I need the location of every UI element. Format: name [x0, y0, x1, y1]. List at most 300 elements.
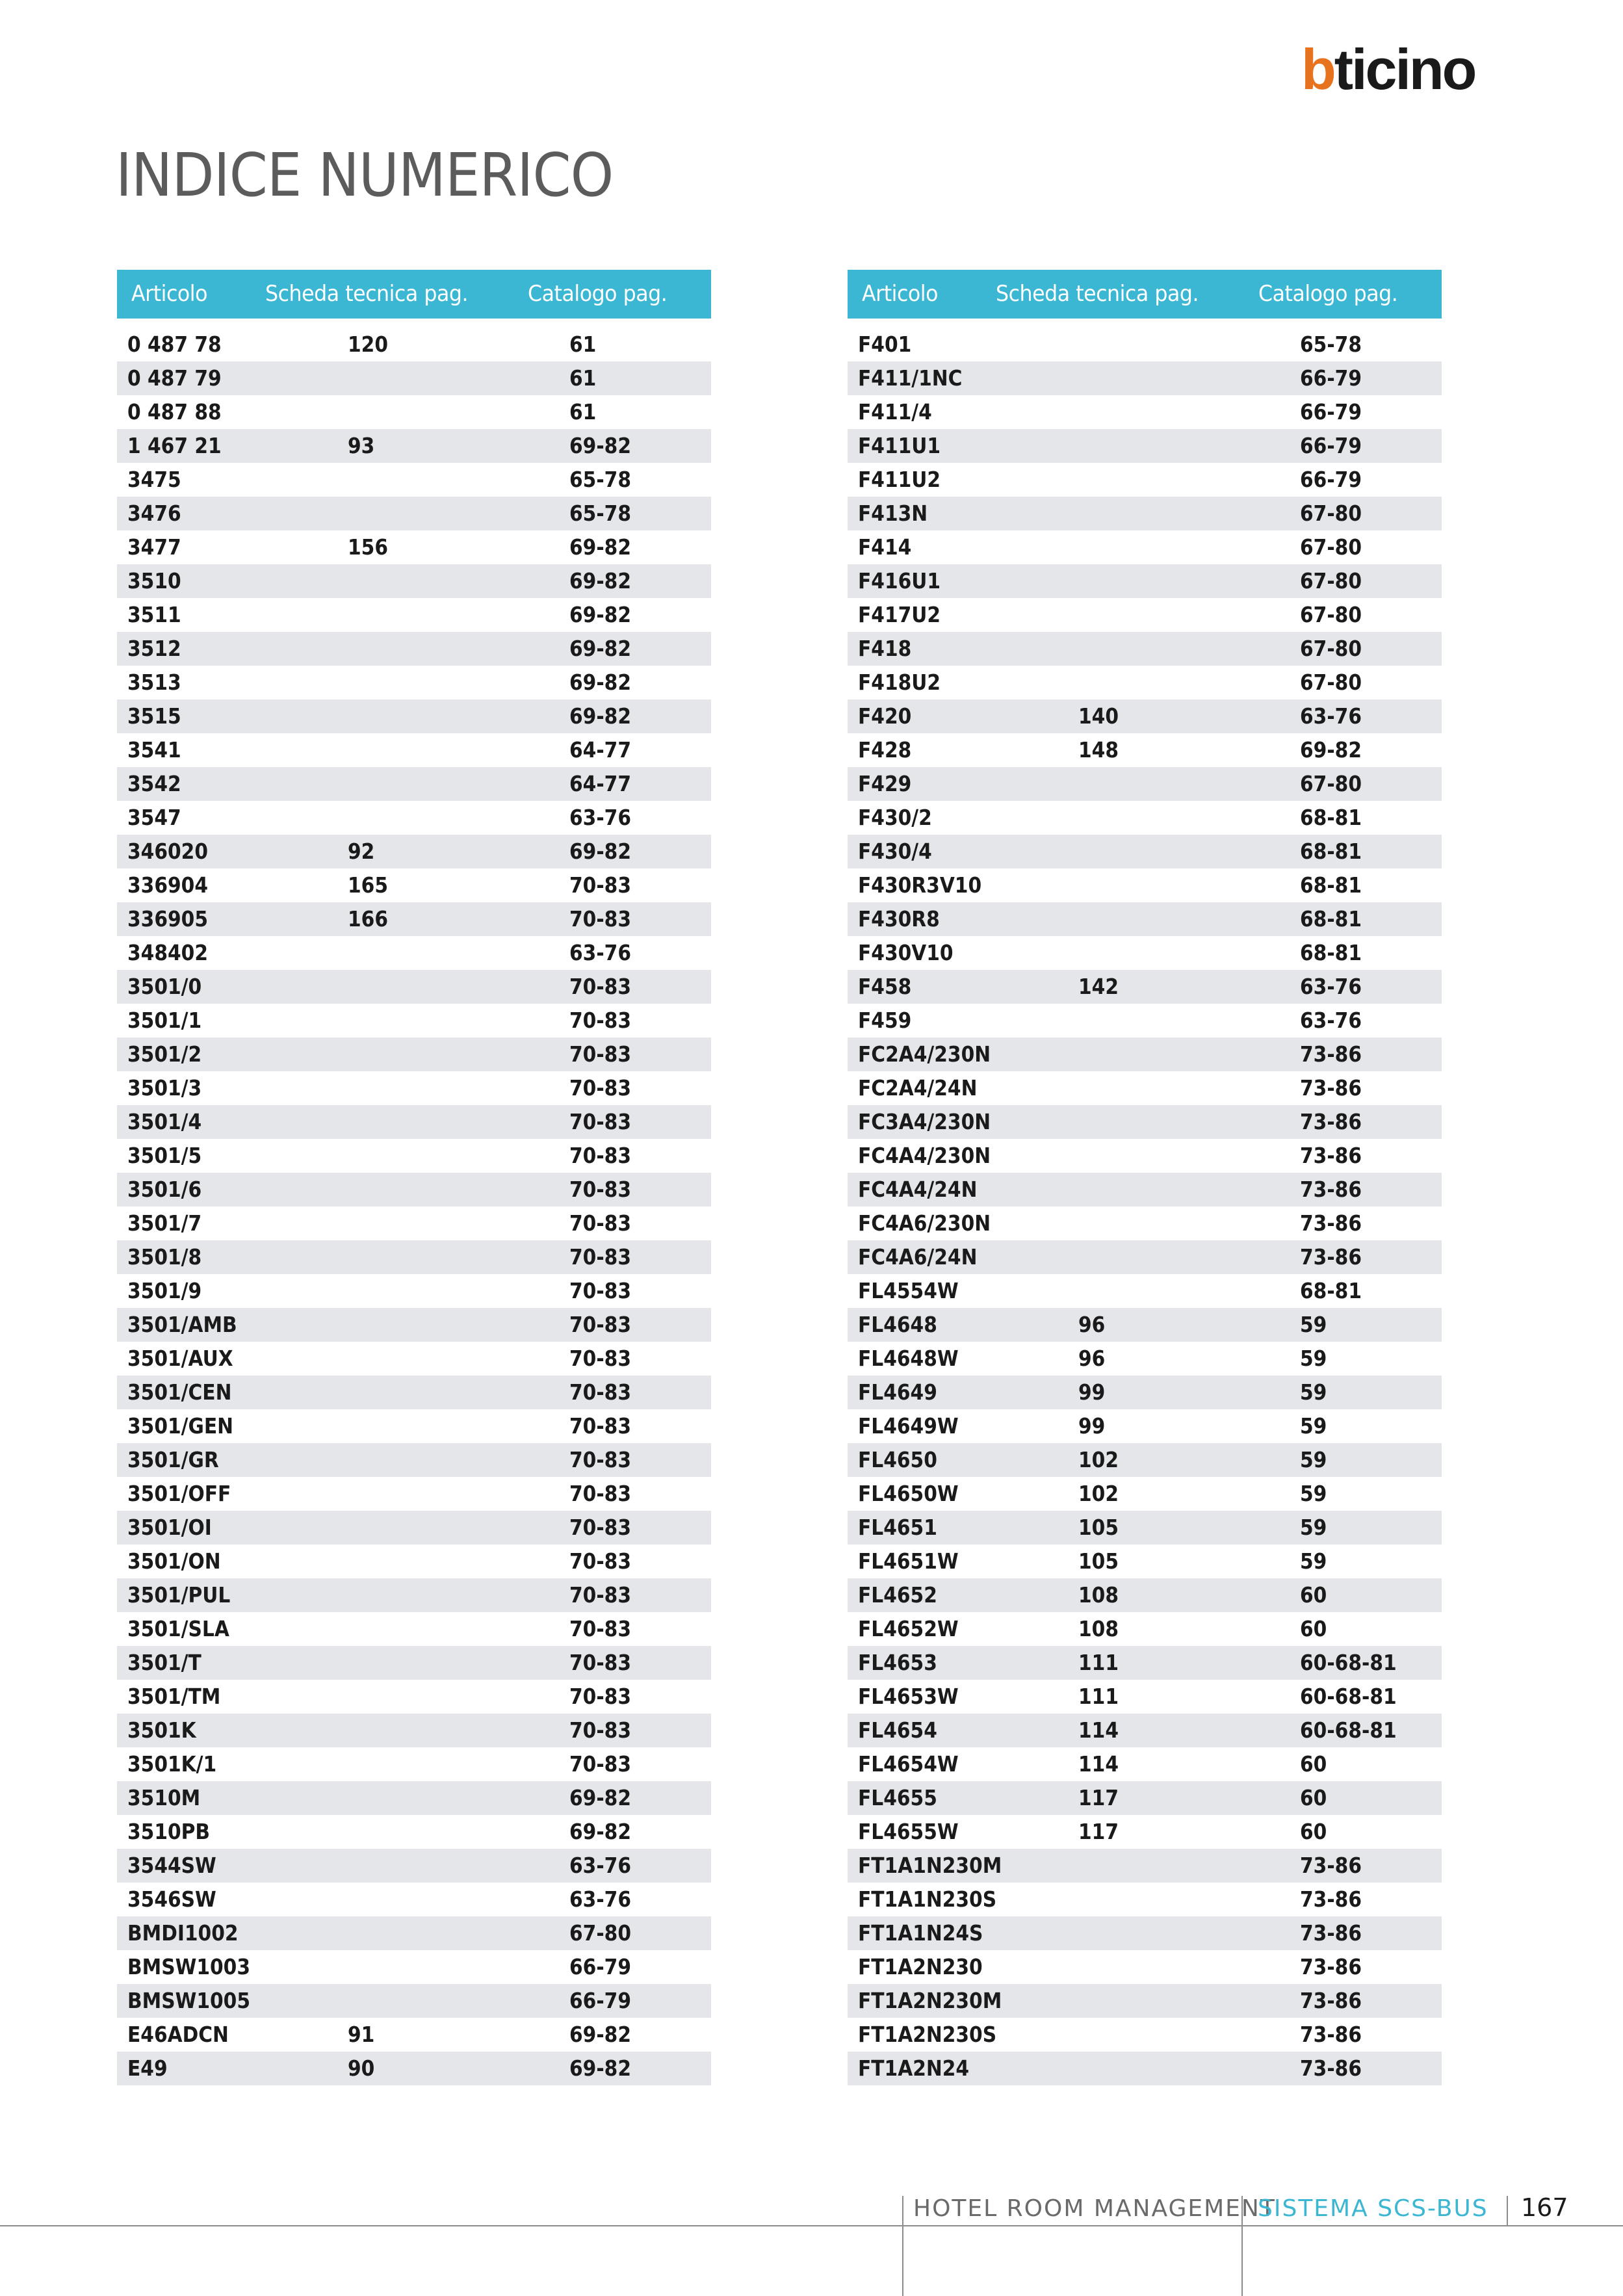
cell-articolo: 3501/OI — [127, 1515, 212, 1540]
cell-catalogo: 61 — [569, 399, 597, 424]
cell-articolo: FT1A2N230S — [858, 2022, 997, 2047]
cell-articolo: 3501/5 — [127, 1143, 202, 1168]
cell-articolo: 3501/9 — [127, 1278, 202, 1303]
cell-scheda: 142 — [1078, 974, 1119, 999]
cell-articolo: 3510 — [127, 568, 181, 594]
cell-articolo: F401 — [858, 332, 912, 357]
cell-articolo: 346020 — [127, 839, 209, 864]
cell-catalogo: 73-86 — [1300, 1075, 1362, 1101]
cell-articolo: 3501/8 — [127, 1244, 202, 1270]
cell-catalogo: 70-83 — [569, 1143, 631, 1168]
cell-catalogo: 69-82 — [569, 534, 631, 560]
cell-catalogo: 67-80 — [1300, 636, 1362, 661]
table-row — [117, 1173, 711, 1207]
cell-catalogo: 67-80 — [1300, 670, 1362, 695]
table-row — [848, 1511, 1442, 1545]
cell-articolo: 3501/T — [127, 1650, 201, 1675]
table-row — [117, 1916, 711, 1950]
cell-catalogo: 69-82 — [569, 670, 631, 695]
cell-catalogo: 59 — [1300, 1447, 1327, 1472]
table-row — [848, 530, 1442, 564]
cell-catalogo: 59 — [1300, 1548, 1327, 1574]
cell-catalogo: 69-82 — [569, 636, 631, 661]
cell-articolo: 348402 — [127, 940, 209, 965]
cell-catalogo: 73-86 — [1300, 1954, 1362, 1979]
cell-articolo: FC3A4/230N — [858, 1109, 991, 1134]
table-row — [117, 767, 711, 801]
table-row — [848, 632, 1442, 666]
cell-articolo: FT1A1N230S — [858, 1886, 997, 1912]
table-row — [117, 1004, 711, 1037]
cell-scheda: 140 — [1078, 703, 1119, 729]
cell-articolo: FL4649W — [858, 1413, 959, 1439]
header-articolo: Articolo — [862, 281, 938, 307]
cell-articolo: BMSW1003 — [127, 1954, 251, 1979]
header-catalogo: Catalogo pag. — [1258, 281, 1398, 307]
table-row — [117, 1409, 711, 1443]
table-row — [117, 1646, 711, 1680]
cell-articolo: 3511 — [127, 602, 181, 627]
cell-catalogo: 70-83 — [569, 1244, 631, 1270]
cell-articolo: 3475 — [127, 467, 181, 492]
cell-catalogo: 61 — [569, 332, 597, 357]
cell-articolo: BMDI1002 — [127, 1920, 239, 1946]
cell-catalogo: 70-83 — [569, 1413, 631, 1439]
table-row — [848, 1747, 1442, 1781]
cell-catalogo: 70-83 — [569, 1447, 631, 1472]
table-row — [117, 530, 711, 564]
cell-articolo: F411U2 — [858, 467, 941, 492]
table-row — [848, 1105, 1442, 1139]
table-row — [848, 1308, 1442, 1342]
table-row — [117, 1443, 711, 1477]
cell-articolo: F411U1 — [858, 433, 941, 458]
footer-divider — [0, 2225, 1623, 2226]
cell-catalogo: 73-86 — [1300, 2022, 1362, 2047]
cell-articolo: FL4652W — [858, 1616, 959, 1641]
table-row — [117, 1747, 711, 1781]
table-row — [848, 666, 1442, 699]
table-row — [117, 328, 711, 361]
table-row — [848, 936, 1442, 970]
table-row — [848, 1646, 1442, 1680]
cell-catalogo: 70-83 — [569, 1109, 631, 1134]
cell-catalogo: 60 — [1300, 1616, 1327, 1641]
cell-catalogo: 70-83 — [569, 1312, 631, 1337]
cell-catalogo: 73-86 — [1300, 1143, 1362, 1168]
table-row — [117, 835, 711, 868]
cell-articolo: 3501/GR — [127, 1447, 219, 1472]
table-row — [848, 1173, 1442, 1207]
cell-articolo: FL4651 — [858, 1515, 937, 1540]
table-row — [117, 1984, 711, 2018]
cell-catalogo: 70-83 — [569, 1717, 631, 1743]
cell-scheda: 96 — [1078, 1312, 1106, 1337]
table-row — [848, 1139, 1442, 1173]
cell-catalogo: 70-83 — [569, 1278, 631, 1303]
cell-articolo: 3501/4 — [127, 1109, 202, 1134]
cell-catalogo: 70-83 — [569, 1008, 631, 1033]
cell-catalogo: 69-82 — [569, 568, 631, 594]
cell-catalogo: 65-78 — [569, 467, 631, 492]
cell-articolo: 3501/6 — [127, 1177, 202, 1202]
table-row — [848, 1443, 1442, 1477]
cell-articolo: F430/4 — [858, 839, 932, 864]
cell-articolo: F411/1NC — [858, 365, 963, 391]
cell-catalogo: 60-68-81 — [1300, 1717, 1397, 1743]
cell-articolo: 3546SW — [127, 1886, 216, 1912]
cell-scheda: 165 — [348, 872, 389, 898]
cell-articolo: FL4554W — [858, 1278, 959, 1303]
cell-articolo: 3515 — [127, 703, 181, 729]
table-row — [848, 598, 1442, 632]
page-number: 167 — [1521, 2193, 1568, 2222]
cell-catalogo: 64-77 — [569, 771, 631, 796]
cell-catalogo: 59 — [1300, 1379, 1327, 1405]
table-row — [117, 1511, 711, 1545]
cell-catalogo: 73-86 — [1300, 1109, 1362, 1134]
cell-catalogo: 67-80 — [569, 1920, 631, 1946]
table-row — [848, 1477, 1442, 1511]
cell-articolo: F430/2 — [858, 805, 932, 830]
cell-catalogo: 70-83 — [569, 1548, 631, 1574]
table-row — [117, 395, 711, 429]
cell-catalogo: 70-83 — [569, 1650, 631, 1675]
cell-catalogo: 68-81 — [1300, 805, 1362, 830]
table-row — [848, 767, 1442, 801]
cell-articolo: F430V10 — [858, 940, 954, 965]
table-row — [848, 429, 1442, 463]
cell-articolo: F414 — [858, 534, 912, 560]
cell-articolo: FL4648W — [858, 1346, 959, 1371]
table-row — [848, 1781, 1442, 1815]
cell-articolo: 3501/TM — [127, 1684, 221, 1709]
cell-catalogo: 73-86 — [1300, 1886, 1362, 1912]
cell-articolo: 3501/OFF — [127, 1481, 231, 1506]
cell-catalogo: 73-86 — [1300, 1041, 1362, 1067]
table-row — [848, 1714, 1442, 1747]
cell-catalogo: 70-83 — [569, 1041, 631, 1067]
cell-catalogo: 61 — [569, 365, 597, 391]
table-row — [117, 2052, 711, 2085]
table-row — [117, 1849, 711, 1883]
cell-articolo: F459 — [858, 1008, 912, 1033]
cell-articolo: F417U2 — [858, 602, 941, 627]
table-row — [117, 564, 711, 598]
cell-catalogo: 70-83 — [569, 1346, 631, 1371]
table-row — [848, 801, 1442, 835]
table-row — [848, 1037, 1442, 1071]
table-row — [117, 598, 711, 632]
cell-catalogo: 69-82 — [569, 602, 631, 627]
cell-scheda: 91 — [348, 2022, 375, 2047]
cell-catalogo: 70-83 — [569, 1075, 631, 1101]
cell-articolo: FC2A4/24N — [858, 1075, 978, 1101]
table-row — [117, 1037, 711, 1071]
cell-articolo: F430R8 — [858, 906, 940, 932]
cell-articolo: F428 — [858, 737, 912, 763]
table-row — [848, 1376, 1442, 1409]
cell-scheda: 108 — [1078, 1616, 1119, 1641]
cell-articolo: 3513 — [127, 670, 181, 695]
cell-articolo: F458 — [858, 974, 912, 999]
table-header — [848, 270, 1442, 319]
cell-catalogo: 70-83 — [569, 1684, 631, 1709]
cell-catalogo: 63-76 — [569, 1886, 631, 1912]
table-row — [848, 361, 1442, 395]
header-catalogo: Catalogo pag. — [528, 281, 668, 307]
cell-articolo: FL4649 — [858, 1379, 937, 1405]
table-row — [117, 1950, 711, 1984]
cell-articolo: F416U1 — [858, 568, 941, 594]
cell-articolo: 3501/0 — [127, 974, 202, 999]
table-row — [848, 1916, 1442, 1950]
cell-articolo: 3547 — [127, 805, 181, 830]
cell-articolo: FL4650W — [858, 1481, 959, 1506]
cell-catalogo: 69-82 — [569, 1785, 631, 1810]
cell-scheda: 108 — [1078, 1582, 1119, 1608]
cell-articolo: FL4652 — [858, 1582, 937, 1608]
cell-catalogo: 59 — [1300, 1515, 1327, 1540]
cell-articolo: F420 — [858, 703, 912, 729]
cell-articolo: FL4648 — [858, 1312, 937, 1337]
cell-catalogo: 73-86 — [1300, 1988, 1362, 2013]
cell-catalogo: 73-86 — [1300, 1244, 1362, 1270]
table-body — [117, 328, 711, 2085]
cell-catalogo: 68-81 — [1300, 839, 1362, 864]
cell-catalogo: 73-86 — [1300, 1177, 1362, 1202]
table-row — [117, 361, 711, 395]
cell-articolo: FT1A1N230M — [858, 1853, 1002, 1878]
table-row — [117, 902, 711, 936]
header-articolo: Articolo — [131, 281, 207, 307]
table-row — [117, 801, 711, 835]
cell-articolo: FL4655W — [858, 1819, 959, 1844]
cell-scheda: 105 — [1078, 1515, 1119, 1540]
cell-articolo: 3501/AUX — [127, 1346, 233, 1371]
cell-articolo: 3501K/1 — [127, 1751, 217, 1777]
table-row — [117, 497, 711, 530]
cell-catalogo: 73-86 — [1300, 1920, 1362, 1946]
cell-catalogo: 69-82 — [569, 433, 631, 458]
cell-catalogo: 67-80 — [1300, 501, 1362, 526]
cell-catalogo: 67-80 — [1300, 771, 1362, 796]
cell-articolo: 3544SW — [127, 1853, 216, 1878]
table-row — [848, 699, 1442, 733]
table-row — [117, 733, 711, 767]
cell-articolo: 336904 — [127, 872, 209, 898]
cell-scheda: 96 — [1078, 1346, 1106, 1371]
cell-catalogo: 69-82 — [569, 703, 631, 729]
cell-catalogo: 73-86 — [1300, 1210, 1362, 1236]
cell-articolo: FT1A1N24S — [858, 1920, 983, 1946]
cell-catalogo: 63-76 — [1300, 974, 1362, 999]
table-row — [848, 902, 1442, 936]
table-row — [117, 1883, 711, 1916]
cell-articolo: 3501/2 — [127, 1041, 202, 1067]
cell-articolo: F418 — [858, 636, 912, 661]
cell-articolo: FC4A4/230N — [858, 1143, 991, 1168]
index-table-right — [848, 270, 1442, 2085]
table-row — [117, 1342, 711, 1376]
footer-system: SISTEMA SCS-BUS — [1258, 2195, 1488, 2222]
cell-articolo: 3501/GEN — [127, 1413, 234, 1439]
cell-catalogo: 70-83 — [569, 1515, 631, 1540]
cell-scheda: 111 — [1078, 1684, 1119, 1709]
cell-catalogo: 70-83 — [569, 872, 631, 898]
footer-section: HOTEL ROOM MANAGEMENT — [913, 2195, 1276, 2222]
table-row — [117, 1308, 711, 1342]
cell-articolo: 3512 — [127, 636, 181, 661]
table-row — [848, 463, 1442, 497]
cell-articolo: FL4655 — [858, 1785, 937, 1810]
table-row — [117, 2018, 711, 2052]
table-row — [848, 835, 1442, 868]
cell-articolo: F430R3V10 — [858, 872, 982, 898]
cell-scheda: 114 — [1078, 1717, 1119, 1743]
table-row — [117, 1207, 711, 1240]
cell-catalogo: 70-83 — [569, 906, 631, 932]
cell-articolo: BMSW1005 — [127, 1988, 251, 2013]
cell-scheda: 99 — [1078, 1413, 1106, 1439]
page-title: INDICE NUMERICO — [116, 140, 614, 210]
footer-separator — [902, 2196, 903, 2296]
cell-catalogo: 70-83 — [569, 1210, 631, 1236]
cell-catalogo: 60 — [1300, 1751, 1327, 1777]
footer-separator — [1507, 2196, 1508, 2226]
table-row — [117, 1815, 711, 1849]
cell-articolo: 3501/CEN — [127, 1379, 232, 1405]
cell-articolo: 3541 — [127, 737, 181, 763]
cell-catalogo: 67-80 — [1300, 602, 1362, 627]
table-row — [848, 1849, 1442, 1883]
cell-catalogo: 64-77 — [569, 737, 631, 763]
table-row — [117, 1714, 711, 1747]
cell-catalogo: 66-79 — [1300, 467, 1362, 492]
cell-catalogo: 63-76 — [569, 805, 631, 830]
cell-articolo: 3501/SLA — [127, 1616, 229, 1641]
cell-articolo: 3501/PUL — [127, 1582, 231, 1608]
cell-articolo: F429 — [858, 771, 912, 796]
table-row — [848, 1545, 1442, 1578]
cell-catalogo: 68-81 — [1300, 872, 1362, 898]
table-row — [117, 936, 711, 970]
table-row — [117, 699, 711, 733]
cell-articolo: FC4A4/24N — [858, 1177, 978, 1202]
logo-b: b — [1301, 37, 1334, 101]
cell-catalogo: 65-78 — [1300, 332, 1362, 357]
cell-articolo: 0 487 79 — [127, 365, 222, 391]
table-row — [848, 328, 1442, 361]
table-row — [848, 1984, 1442, 2018]
cell-catalogo: 59 — [1300, 1312, 1327, 1337]
table-row — [117, 1781, 711, 1815]
table-row — [848, 1274, 1442, 1308]
table-body — [848, 328, 1442, 2085]
cell-catalogo: 66-79 — [1300, 433, 1362, 458]
table-row — [117, 868, 711, 902]
table-row — [117, 970, 711, 1004]
cell-articolo: 3501/1 — [127, 1008, 202, 1033]
cell-scheda: 117 — [1078, 1785, 1119, 1810]
cell-catalogo: 60 — [1300, 1819, 1327, 1844]
table-row — [117, 1545, 711, 1578]
header-scheda: Scheda tecnica pag. — [996, 281, 1199, 307]
table-row — [117, 1071, 711, 1105]
cell-articolo: FL4654 — [858, 1717, 937, 1743]
cell-catalogo: 70-83 — [569, 1177, 631, 1202]
cell-scheda: 90 — [348, 2055, 375, 2081]
cell-articolo: FC4A6/230N — [858, 1210, 991, 1236]
table-row — [848, 2052, 1442, 2085]
table-row — [848, 1004, 1442, 1037]
cell-articolo: 3501/AMB — [127, 1312, 237, 1337]
cell-scheda: 102 — [1078, 1481, 1119, 1506]
table-row — [117, 666, 711, 699]
table-row — [848, 564, 1442, 598]
cell-scheda: 156 — [348, 534, 389, 560]
table-row — [848, 1207, 1442, 1240]
table-row — [117, 1477, 711, 1511]
cell-scheda: 111 — [1078, 1650, 1119, 1675]
table-row — [848, 2018, 1442, 2052]
table-row — [117, 1376, 711, 1409]
cell-articolo: 3510PB — [127, 1819, 211, 1844]
cell-catalogo: 69-82 — [569, 2055, 631, 2081]
table-row — [848, 1240, 1442, 1274]
table-row — [117, 1240, 711, 1274]
cell-catalogo: 65-78 — [569, 501, 631, 526]
cell-articolo: F418U2 — [858, 670, 941, 695]
cell-catalogo: 63-76 — [1300, 703, 1362, 729]
cell-articolo: FC2A4/230N — [858, 1041, 991, 1067]
cell-catalogo: 66-79 — [569, 1988, 631, 2013]
cell-scheda: 117 — [1078, 1819, 1119, 1844]
table-row — [848, 733, 1442, 767]
cell-catalogo: 67-80 — [1300, 534, 1362, 560]
cell-articolo: 3501/ON — [127, 1548, 221, 1574]
cell-catalogo: 60-68-81 — [1300, 1650, 1397, 1675]
table-row — [117, 463, 711, 497]
cell-articolo: F411/4 — [858, 399, 932, 424]
cell-articolo: 0 487 88 — [127, 399, 222, 424]
index-table-left — [117, 270, 711, 2085]
cell-catalogo: 70-83 — [569, 974, 631, 999]
table-row — [117, 1139, 711, 1173]
cell-articolo: FC4A6/24N — [858, 1244, 978, 1270]
bticino-logo — [1301, 37, 1516, 101]
cell-catalogo: 63-76 — [1300, 1008, 1362, 1033]
table-row — [117, 632, 711, 666]
header-scheda: Scheda tecnica pag. — [265, 281, 469, 307]
table-row — [848, 970, 1442, 1004]
cell-catalogo: 69-82 — [569, 2022, 631, 2047]
cell-articolo: FL4653 — [858, 1650, 937, 1675]
cell-catalogo: 70-83 — [569, 1481, 631, 1506]
cell-catalogo: 67-80 — [1300, 568, 1362, 594]
table-row — [848, 1342, 1442, 1376]
cell-catalogo: 70-83 — [569, 1379, 631, 1405]
cell-catalogo: 68-81 — [1300, 1278, 1362, 1303]
cell-articolo: FT1A2N24 — [858, 2055, 970, 2081]
logo-text: ticino — [1334, 37, 1475, 101]
cell-articolo: 3510M — [127, 1785, 201, 1810]
cell-catalogo: 73-86 — [1300, 1853, 1362, 1878]
table-row — [848, 1578, 1442, 1612]
cell-catalogo: 73-86 — [1300, 2055, 1362, 2081]
cell-articolo: 1 467 21 — [127, 433, 222, 458]
table-row — [117, 1578, 711, 1612]
